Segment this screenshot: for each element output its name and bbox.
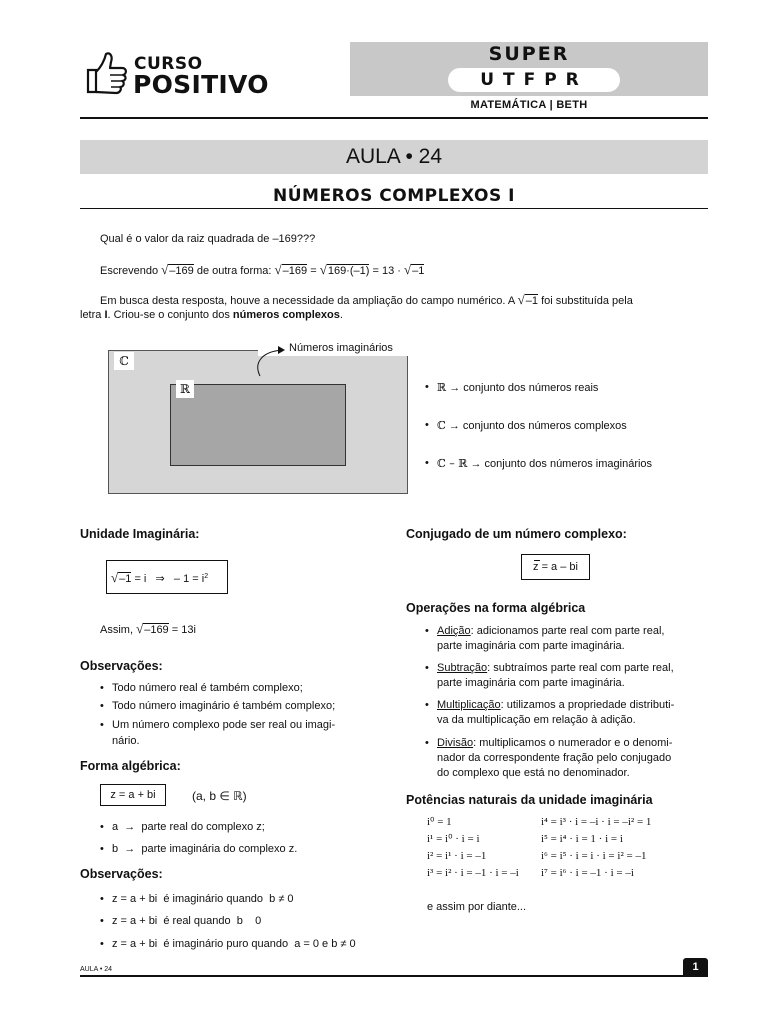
obs1-item: • Todo número real é também complexo; [112, 681, 303, 696]
op-line1: : subtraímos parte real com parte real, [487, 662, 674, 674]
rewrite-radicand4: –1 [412, 265, 425, 277]
para-radicand: –1 [525, 295, 539, 307]
op-term: Adição [437, 625, 471, 637]
unit-heading: Unidade Imaginária: [80, 527, 200, 541]
op-rest: do complexo que está no denominador. [437, 767, 630, 779]
op-rest: parte imaginária com parte imaginária. [437, 677, 625, 689]
school-pill: UTFPR [448, 68, 620, 92]
legend-symbol: ℝ [437, 381, 447, 394]
sqrt-sign: √ [319, 262, 327, 277]
sqrt-sign: √ [161, 262, 169, 277]
assim-radicand: –169 [144, 624, 169, 636]
forma-item: • b → parte imaginária do complexo z. [112, 842, 297, 857]
op-term: Subtração [437, 662, 488, 674]
forma-box: z = a + bi [100, 784, 166, 806]
op-term: Divisão [437, 737, 474, 749]
op-term: Multiplicação [437, 699, 501, 711]
rewrite-radicand: –169 [169, 265, 194, 277]
para-line2-a: letra [80, 309, 102, 321]
op-rest: nador da correspondente fração pelo conjugado [437, 752, 672, 764]
op-item [437, 661, 674, 691]
rewrite-eq: = [310, 265, 317, 277]
real-set-label: ℝ [176, 380, 194, 398]
forma-condition: (a, b ∈ ℝ) [192, 789, 247, 803]
para-letter: I [104, 309, 108, 321]
obs1-item-cont: nário. [112, 735, 140, 747]
page-title: NÚMEROS COMPLEXOS I [273, 186, 515, 206]
legend-item [437, 418, 627, 434]
sqrt-sign: √ [111, 570, 119, 585]
unit-radicand: –1 [119, 573, 132, 585]
obs2-item: • z = a + bi é imaginário puro quando a = 0 e b ≠ 0 [112, 937, 356, 952]
conj-box [521, 554, 590, 580]
power-item: i³ = i² · i = –1 · i = –i [427, 867, 519, 879]
power-item: i⁰ = 1 [427, 816, 452, 828]
rewrite-middle: de outra forma: [196, 265, 272, 277]
assim-prefix: Assim, [100, 624, 133, 636]
power-item: i⁵ = i⁴ · i = 1 · i = i [541, 833, 623, 845]
sqrt-sign: √ [136, 621, 144, 636]
footer-rule [80, 975, 708, 977]
obs1-item: • Todo número imaginário é também complexo; [112, 699, 335, 714]
legend-item [437, 456, 652, 472]
forma-item: • a → parte real do complexo z; [112, 820, 265, 835]
etc-text: e assim por diante... [427, 901, 527, 913]
header-rule [80, 117, 708, 119]
logo [80, 46, 269, 102]
intro-question: Qual é o valor da raiz quadrada de –169??? [100, 233, 316, 245]
intro-rewrite [100, 262, 424, 279]
op-item [437, 698, 674, 728]
thumbs-up-icon [80, 48, 130, 98]
footer-label: AULA • 24 [80, 966, 113, 973]
op-rest: va da multiplicação em relação à adição. [437, 714, 636, 726]
rewrite-radicand2: –169 [282, 265, 308, 277]
logo-line1: CURSO [134, 54, 203, 74]
conj-text: z = a – bi [533, 561, 578, 573]
para-bold: números complexos [232, 309, 340, 321]
op-rest: parte imaginária com parte imaginária. [437, 640, 625, 652]
sqrt-sign: √ [403, 262, 412, 277]
series-label: SUPER [488, 43, 570, 65]
power-item: i¹ = i⁰ · i = i [427, 833, 480, 845]
legend-item [437, 380, 598, 396]
rewrite-radicand3: 169·(–1) [327, 265, 370, 277]
unit-exp: 2 [204, 573, 209, 580]
intro-paragraph-line1 [100, 292, 633, 309]
op-line1: : utilizamos a propriedade distributi- [500, 699, 675, 711]
op-item [437, 736, 672, 781]
arrow-icon [252, 338, 292, 378]
power-item: i² = i¹ · i = –1 [427, 850, 487, 862]
real-set-region [170, 384, 346, 466]
legend-symbol: ℂ – ℝ [437, 457, 468, 470]
op-item [437, 624, 664, 654]
complex-set-label: ℂ [114, 352, 134, 370]
op-line1: : adicionamos parte real com parte real, [470, 625, 665, 637]
page-number: 1 [683, 958, 708, 976]
sqrt-sign: √ [517, 292, 525, 307]
assim-line [100, 621, 196, 638]
sets-diagram [108, 338, 408, 498]
power-item: i⁶ = i⁵ · i = i · i = i² = –1 [541, 850, 647, 862]
power-item: i⁷ = i⁶ · i = –1 · i = –i [541, 867, 634, 879]
sqrt-sign: √ [274, 262, 282, 277]
para-line2-end: . [339, 309, 343, 321]
ops-heading: Operações na forma algébrica [406, 601, 586, 615]
header-banner [350, 42, 708, 96]
power-item: i⁴ = i³ · i = –i · i = –i² = 1 [541, 816, 652, 828]
obs2-heading: Observações: [80, 867, 163, 881]
imaginary-numbers-label: Números imaginários [289, 342, 393, 354]
para-part1: Em busca desta resposta, houve a necessidade da ampliação do campo numérico. A [100, 295, 515, 307]
lesson-label: AULA • 24 [80, 140, 708, 174]
legend-text: → conjunto dos números reais [449, 382, 599, 394]
unit-rest: = i ⇒ – 1 = i [134, 573, 205, 585]
obs1-item: • Um número complexo pode ser real ou imagi- [112, 718, 335, 733]
op-line1: : multiplicamos o numerador e o denomi- [473, 737, 673, 749]
obs2-item: • z = a + bi é imaginário quando b ≠ 0 [112, 892, 294, 907]
logo-line2: POSITIVO [133, 70, 269, 99]
conj-overline [534, 560, 540, 561]
subject-label: MATEMÁTICA | BETH [470, 99, 588, 111]
rewrite-eq2: = 13 · [372, 265, 401, 277]
title-rule [80, 208, 708, 209]
para-line2-b: . Criou-se o conjunto dos [107, 309, 230, 321]
rewrite-prefix: Escrevendo [100, 265, 159, 277]
intro-paragraph-line2 [80, 308, 343, 323]
legend-symbol: ℂ [437, 419, 446, 432]
conj-heading: Conjugado de um número complexo: [406, 527, 627, 541]
para-part2: foi substituída pela [541, 295, 633, 307]
legend-text: → conjunto dos números complexos [448, 420, 627, 432]
obs2-item: • z = a + bi é real quando b 0 [112, 914, 261, 929]
forma-heading: Forma algébrica: [80, 759, 181, 773]
legend-text: → conjunto dos números imaginários [470, 458, 653, 470]
unit-box [106, 560, 228, 594]
powers-heading: Potências naturais da unidade imaginária [406, 793, 653, 807]
obs1-heading: Observações: [80, 659, 163, 673]
assim-result: = 13i [171, 624, 196, 636]
